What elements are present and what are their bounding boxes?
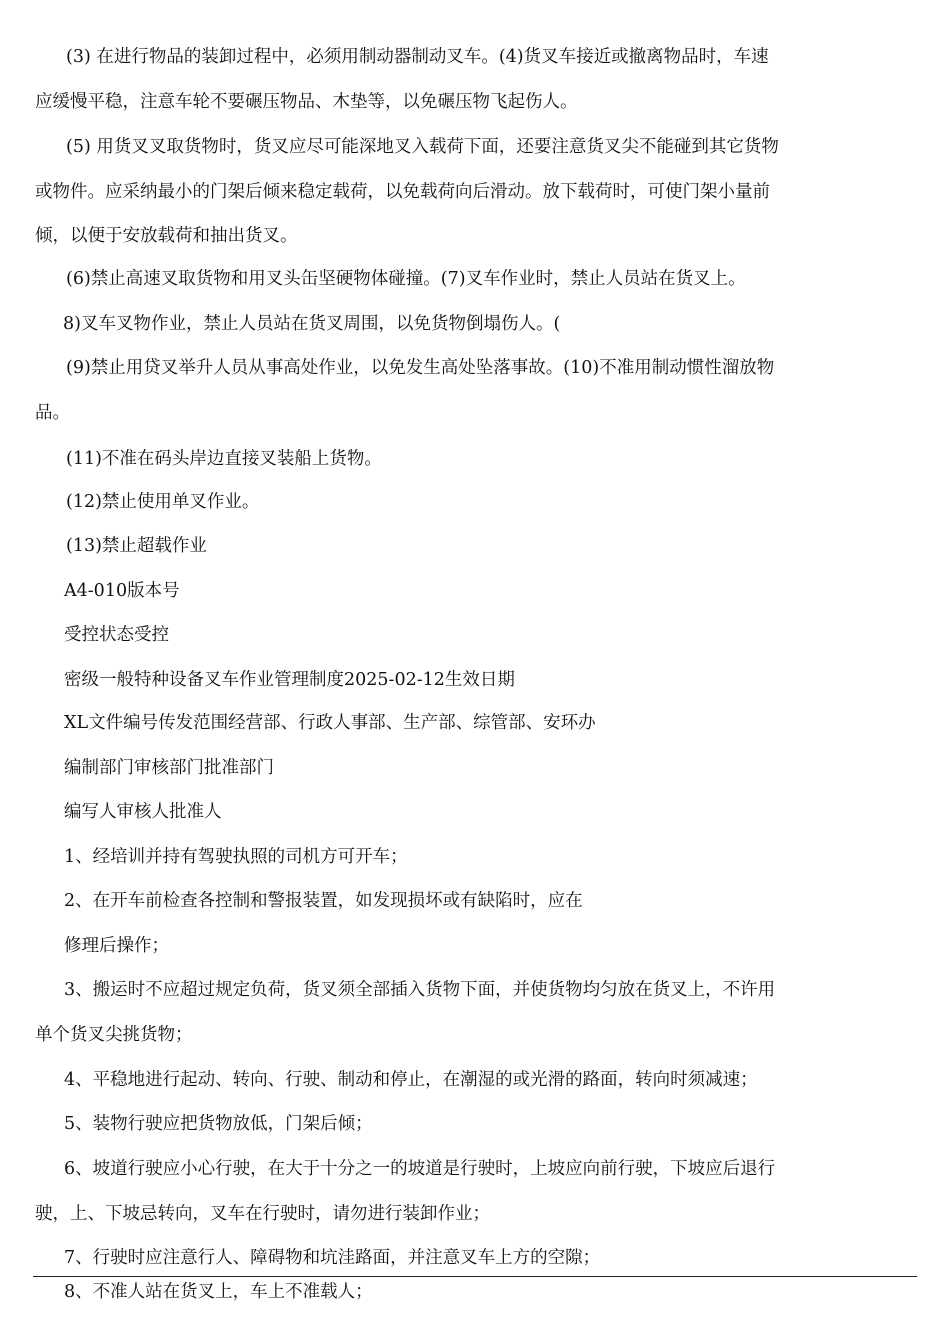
- text-line-27: 驶，上、下坡忌转向，叉车在行驶时，请勿进行装卸作业；: [35, 1204, 490, 1224]
- text-line-4: 或物件。应采纳最小的门架后倾来稳定载荷，以免载荷向后滑动。放下载荷时，可使门架小量前: [35, 182, 770, 202]
- text-line-23: 单个货叉尖挑货物；: [35, 1025, 193, 1045]
- text-line-18: 编写人审核人批准人: [64, 802, 222, 822]
- horizontal-divider: [33, 1276, 917, 1277]
- text-line-6: (6)禁止高速叉取货物和用叉头缶坚硬物体碰撞。(7)叉车作业时，禁止人员站在货叉上。: [66, 269, 746, 289]
- text-line-21: 修理后操作；: [64, 936, 169, 956]
- text-line-28: 7、行驶时应注意行人、障碍物和坑洼路面，并注意叉车上方的空隙；: [64, 1248, 601, 1268]
- text-line-24: 4、平稳地进行起动、转向、行驶、制动和停止，在潮湿的或光滑的路面，转向时须减速；: [64, 1070, 758, 1090]
- text-line-8: (9)禁止用贷叉举升人员从事高处作业，以免发生高处坠落事故。(10)不准用制动惯性溜放物: [66, 358, 775, 378]
- text-line-14: 受控状态受控: [64, 625, 169, 645]
- text-line-9: 品。: [35, 403, 70, 423]
- text-line-17: 编制部门审核部门批准部门: [64, 758, 274, 778]
- text-line-1: (3) 在进行物品的装卸过程中，必须用制动器制动叉车。(4)货叉车接近或撤离物品时，车速: [66, 47, 769, 67]
- text-line-7: 8)叉车叉物作业，禁止人员站在货叉周围，以免货物倒塌伤人。(: [63, 314, 561, 334]
- text-line-12: (13)禁止超载作业: [66, 536, 207, 556]
- text-line-10: (11)不准在码头岸边直接叉装船上货物。: [66, 449, 382, 469]
- text-line-15: 密级一般特种设备叉车作业管理制度2025-02-12生效日期: [64, 670, 515, 690]
- text-line-26: 6、坡道行驶应小心行驶，在大于十分之一的坡道是行驶时，上坡应向前行驶，下坡应后退行: [64, 1159, 776, 1179]
- text-line-20: 2、在开车前检查各控制和警报装置，如发现损坏或有缺陷时，应在: [64, 891, 583, 911]
- text-line-29: 8、不准人站在货叉上，车上不准载人；: [64, 1282, 373, 1302]
- text-line-2: 应缓慢平稳，注意车轮不要碾压物品、木垫等，以免碾压物飞起伤人。: [35, 92, 578, 112]
- text-line-19: 1、经培训并持有驾驶执照的司机方可开车；: [64, 847, 408, 867]
- text-line-25: 5、装物行驶应把货物放低，门架后倾；: [64, 1114, 373, 1134]
- text-line-3: (5) 用货叉叉取货物时，货叉应尽可能深地叉入载荷下面，还要注意货叉尖不能碰到其它货物: [66, 137, 779, 157]
- text-line-22: 3、搬运时不应超过规定负荷，货叉须全部插入货物下面，并使货物均匀放在货叉上，不许用: [64, 980, 776, 1000]
- text-line-16: XL文件编号传发范围经营部、行政人事部、生产部、综管部、安环办: [64, 713, 596, 733]
- text-line-13: A4-010版本号: [64, 581, 180, 601]
- text-line-11: (12)禁止使用单叉作业。: [66, 492, 260, 512]
- text-line-5: 倾，以便于安放载荷和抽出货叉。: [35, 226, 298, 246]
